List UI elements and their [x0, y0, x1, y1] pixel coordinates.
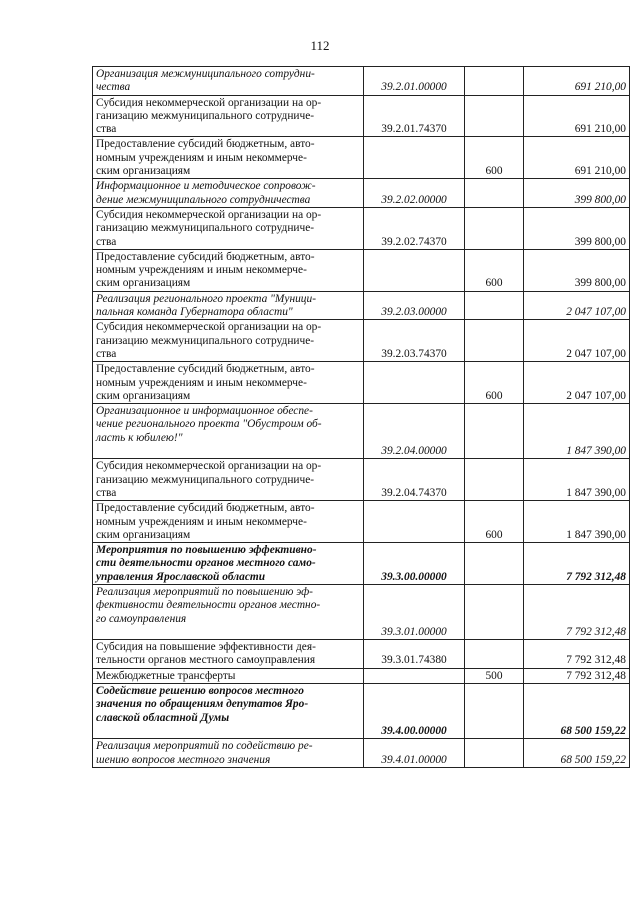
- row-amount-cell: 2 047 107,00: [524, 291, 630, 320]
- row-code-cell: 39.2.03.74370: [364, 320, 465, 362]
- table-row: [93, 249, 630, 291]
- row-code-cell: 39.4.01.00000: [364, 739, 465, 768]
- row-code-cell: 39.2.02.00000: [364, 179, 465, 208]
- table-row: [93, 207, 630, 249]
- table-row: [93, 684, 630, 739]
- row-expense-type-cell: [465, 179, 524, 208]
- row-expense-type-cell: 600: [465, 362, 524, 404]
- row-expense-type-cell: [465, 640, 524, 669]
- page-number: 112: [310, 38, 330, 53]
- row-amount-cell: 1 847 390,00: [524, 404, 630, 459]
- row-amount-cell: 1 847 390,00: [524, 501, 630, 543]
- row-code-cell: 39.2.01.00000: [364, 67, 465, 96]
- row-name-cell: Организация межмуниципального сотрудни- чества: [93, 67, 364, 96]
- row-expense-type-cell: [465, 404, 524, 459]
- table-row: [93, 362, 630, 404]
- row-expense-type-cell: [465, 543, 524, 585]
- table-row: [93, 404, 630, 459]
- row-expense-type-cell: [465, 584, 524, 639]
- row-name-cell: Субсидия на повышение эффективности дея- тельности органов местного самоуправления: [93, 640, 364, 669]
- row-code-cell: 39.2.02.74370: [364, 207, 465, 249]
- table-row: [93, 291, 630, 320]
- row-name-cell: Реализация мероприятий по содействию ре- шению вопросов местного значения: [93, 739, 364, 768]
- row-expense-type-cell: 600: [465, 249, 524, 291]
- table-row: [93, 67, 630, 96]
- row-code-cell: 39.3.01.00000: [364, 584, 465, 639]
- row-amount-cell: 399 800,00: [524, 249, 630, 291]
- row-name-cell: Межбюджетные трансферты: [93, 668, 364, 683]
- row-name-cell: Содействие решению вопросов местного значения по обращениям депутатов Яро- славской областной Думы: [93, 684, 364, 739]
- row-name-cell: Предоставление субсидий бюджетным, авто- номным учреждениям и иным некоммерче- ским организациям: [93, 362, 364, 404]
- row-amount-cell: 691 210,00: [524, 67, 630, 96]
- row-code-cell: 39.2.04.74370: [364, 459, 465, 501]
- row-code-cell: 39.3.01.74380: [364, 640, 465, 669]
- row-name-cell: Организационное и информационное обеспе- чение регионального проекта "Обустроим об- ласть к юбилею!": [93, 404, 364, 459]
- row-name-cell: Информационное и методическое сопровож- дение межмуниципального сотрудничества: [93, 179, 364, 208]
- table-row: [93, 668, 630, 683]
- row-amount-cell: 1 847 390,00: [524, 459, 630, 501]
- table-row: [93, 95, 630, 137]
- row-code-cell: 39.2.04.00000: [364, 404, 465, 459]
- table-row: [93, 459, 630, 501]
- row-name-cell: Реализация регионального проекта "Муници- пальная команда Губернатора области": [93, 291, 364, 320]
- row-name-cell: Субсидия некоммерческой организации на ор- ганизацию межмуниципального сотрудниче- ства: [93, 320, 364, 362]
- row-amount-cell: 7 792 312,48: [524, 640, 630, 669]
- budget-table-body: [93, 67, 630, 768]
- row-expense-type-cell: [465, 95, 524, 137]
- table-row: [93, 320, 630, 362]
- row-amount-cell: 68 500 159,22: [524, 684, 630, 739]
- row-expense-type-cell: [465, 459, 524, 501]
- row-expense-type-cell: [465, 67, 524, 96]
- row-code-cell: [364, 249, 465, 291]
- row-amount-cell: 68 500 159,22: [524, 739, 630, 768]
- row-code-cell: [364, 362, 465, 404]
- row-expense-type-cell: 500: [465, 668, 524, 683]
- row-name-cell: Предоставление субсидий бюджетным, авто- номным учреждениям и иным некоммерче- ским организациям: [93, 249, 364, 291]
- row-code-cell: 39.4.00.00000: [364, 684, 465, 739]
- row-amount-cell: 7 792 312,48: [524, 543, 630, 585]
- row-expense-type-cell: [465, 684, 524, 739]
- row-amount-cell: 399 800,00: [524, 179, 630, 208]
- budget-table: [92, 66, 630, 768]
- row-name-cell: Мероприятия по повышению эффективно- сти деятельности органов местного само- управления Ярославской области: [93, 543, 364, 585]
- row-name-cell: Субсидия некоммерческой организации на ор- ганизацию межмуниципального сотрудниче- ства: [93, 95, 364, 137]
- table-row: [93, 179, 630, 208]
- row-amount-cell: 2 047 107,00: [524, 362, 630, 404]
- row-expense-type-cell: [465, 320, 524, 362]
- table-row: [93, 739, 630, 768]
- row-name-cell: Субсидия некоммерческой организации на ор- ганизацию межмуниципального сотрудниче- ства: [93, 207, 364, 249]
- row-code-cell: 39.2.01.74370: [364, 95, 465, 137]
- table-row: [93, 584, 630, 639]
- row-code-cell: [364, 137, 465, 179]
- row-expense-type-cell: 600: [465, 501, 524, 543]
- row-amount-cell: 399 800,00: [524, 207, 630, 249]
- row-expense-type-cell: 600: [465, 137, 524, 179]
- row-code-cell: [364, 668, 465, 683]
- row-amount-cell: 2 047 107,00: [524, 320, 630, 362]
- row-amount-cell: 7 792 312,48: [524, 668, 630, 683]
- row-code-cell: 39.2.03.00000: [364, 291, 465, 320]
- row-code-cell: 39.3.00.00000: [364, 543, 465, 585]
- row-amount-cell: 691 210,00: [524, 137, 630, 179]
- row-expense-type-cell: [465, 207, 524, 249]
- row-expense-type-cell: [465, 291, 524, 320]
- row-name-cell: Предоставление субсидий бюджетным, авто- номным учреждениям и иным некоммерче- ским организациям: [93, 501, 364, 543]
- table-row: [93, 137, 630, 179]
- row-amount-cell: 691 210,00: [524, 95, 630, 137]
- row-amount-cell: 7 792 312,48: [524, 584, 630, 639]
- row-code-cell: [364, 501, 465, 543]
- row-name-cell: Предоставление субсидий бюджетным, авто- номным учреждениям и иным некоммерче- ским организациям: [93, 137, 364, 179]
- table-row: [93, 543, 630, 585]
- table-row: [93, 640, 630, 669]
- row-expense-type-cell: [465, 739, 524, 768]
- row-name-cell: Реализация мероприятий по повышению эф- фективности деятельности органов местно- го самоуправления: [93, 584, 364, 639]
- table-row: [93, 501, 630, 543]
- row-name-cell: Субсидия некоммерческой организации на ор- ганизацию межмуниципального сотрудниче- ства: [93, 459, 364, 501]
